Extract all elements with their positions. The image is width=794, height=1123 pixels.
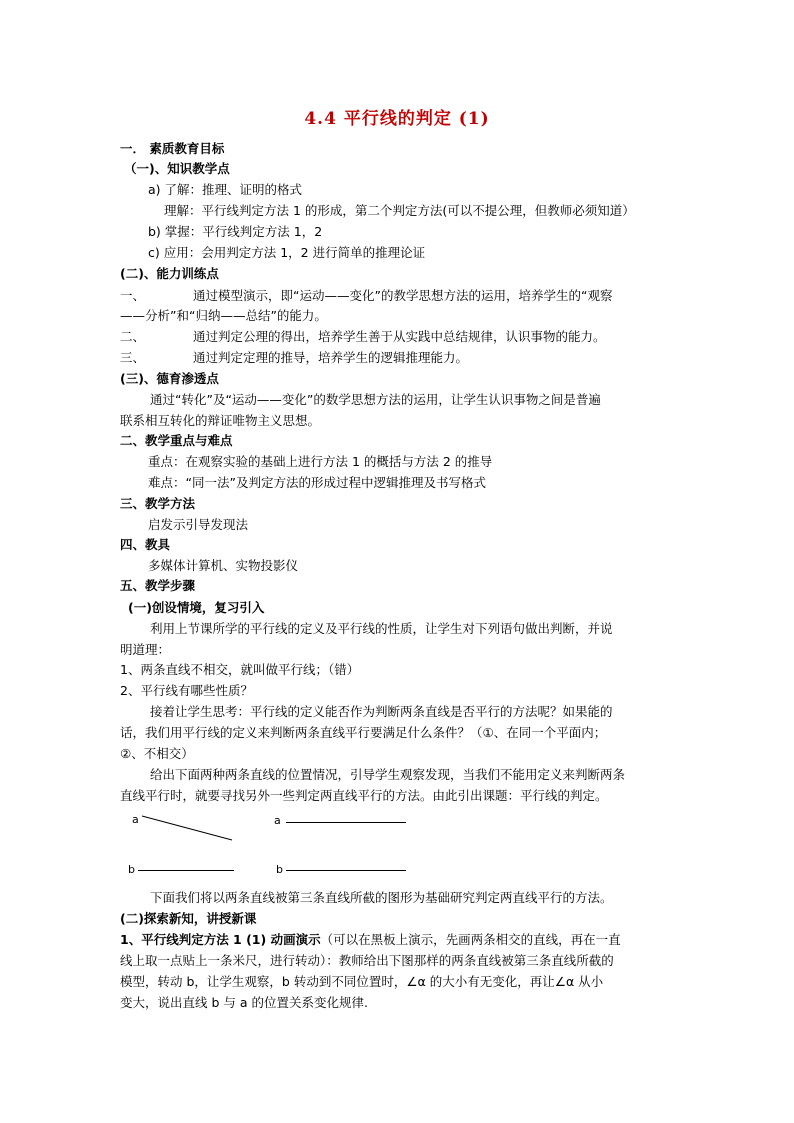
ability-item-2 — [120, 327, 680, 347]
section-4-heading: 四、教具 — [120, 537, 171, 552]
transition-paragraph: 下面我们将以两条直线被第三条直线所截的图形为基础研究判定两直线平行的方法。 — [150, 890, 613, 905]
page-title: 4.4 平行线的判定 (1) — [304, 109, 490, 129]
section-5-heading: 五、教学步骤 — [120, 578, 196, 593]
intro-paragraph-1: 利用上节课所学的平行线的定义及平行线的性质，让学生对下列语句做出判断，并说 — [150, 621, 613, 636]
section-3-heading: 三、教学方法 — [120, 496, 196, 511]
knowledge-point-a: a) 了解：推理、证明的格式 — [148, 182, 303, 197]
moral-points-text: 通过“转化”及“运动——变化”的数学思想方法的运用，让学生认识事物之间是普遍 — [150, 392, 601, 407]
key-point: 重点：在观察实验的基础上进行方法 1 的概括与方法 2 的推导 — [148, 454, 493, 469]
intro-paragraph-2-line-3: ②、不相交） — [120, 746, 194, 761]
left-line-a-label: a — [132, 813, 139, 826]
method-1-text: （可以在黑板上演示，先画两条相交的直线，再在一直 — [320, 932, 621, 947]
ability-item-2-number: 二、 — [120, 329, 146, 344]
right-line-b-label: b — [276, 863, 283, 876]
teaching-method: 启发示引导发现法 — [148, 517, 249, 532]
left-line-b-label: b — [128, 863, 135, 876]
ability-points-heading: (二)、能力训练点 — [120, 266, 219, 281]
moral-points-text-continued: 联系相互转化的辩证唯物主义思想。 — [120, 413, 321, 428]
knowledge-point-b: b) 掌握：平行线判定方法 1，2 — [148, 224, 323, 239]
method-1-title: 1、平行线判定方法 1 (1) 动画演示 — [120, 932, 321, 947]
left-line-b — [138, 870, 234, 871]
method-1-line-4: 变大，说出直线 b 与 a 的位置关系变化规律. — [120, 995, 368, 1010]
knowledge-point-c: c) 应用：会用判定方法 1，2 进行简单的推理论证 — [148, 245, 426, 260]
intro-paragraph-2-line-2: 话，我们用平行线的定义来判断两条直线平行要满足什么条件？（①、在同一个平面内； — [120, 725, 607, 740]
intro-heading: (一)创设情境，复习引入 — [128, 600, 265, 615]
ability-item-1 — [120, 286, 680, 306]
teaching-aids: 多媒体计算机、实物投影仪 — [148, 558, 299, 573]
ability-item-1-continued: ——分析”和“归纳——总结”的能力。 — [120, 308, 327, 323]
question-2: 2、平行线有哪些性质？ — [120, 683, 253, 698]
section-2-heading: 二、教学重点与难点 — [120, 433, 233, 448]
ability-item-3-text: 通过判定定理的推导，培养学生的逻辑推理能力。 — [193, 350, 469, 365]
intro-paragraph-3: 给出下面两种两条直线的位置情况，引导学生观察发现，当我们不能用定义来判断两条 — [150, 767, 626, 782]
knowledge-point-a-detail: 理解：平行线判定方法 1 的形成，第二个判定方法(可以不提公理，但教师必须知道） — [164, 203, 635, 218]
ability-item-3 — [120, 348, 680, 368]
question-1: 1、两条直线不相交，就叫做平行线；（错） — [120, 662, 360, 677]
knowledge-points-heading: （一)、知识教学点 — [124, 161, 230, 176]
ability-item-1-number: 一、 — [120, 288, 146, 303]
moral-points-heading: (三)、德育渗透点 — [120, 371, 219, 386]
intersecting-line-a — [140, 814, 240, 842]
two-lines-figure — [120, 806, 540, 878]
section-1-heading: 一． 素质教育目标 — [120, 141, 225, 156]
method-1-line-2: 线上取一点贴上一条米尺，进行转动）：教师给出下图那样的两条直线被第三条直线所截的 — [120, 953, 614, 968]
parallel-line-b — [286, 870, 406, 871]
parallel-line-a — [286, 822, 406, 823]
intro-paragraph-3-continued: 直线平行时，就要寻找另外一些判定两直线平行的方法。由此引出课题：平行线的判定。 — [120, 788, 608, 803]
difficult-point: 难点：“同一法”及判定方法的形成过程中逻辑推理及书写格式 — [148, 475, 486, 490]
intro-paragraph-2: 接着让学生思考：平行线的定义能否作为判断两条直线是否平行的方法呢？如果能的 — [150, 704, 613, 719]
ability-item-2-text: 通过判定公理的得出，培养学生善于从实践中总结规律，认识事物的能力。 — [193, 329, 606, 344]
ability-item-1-text: 通过模型演示，即“运动——变化”的教学思想方法的运用，培养学生的“观察 — [193, 288, 613, 303]
method-1-line-3: 模型，转动 b，让学生观察，b 转动到不同位置时，∠α 的大小有无变化，再让∠α 从小 — [120, 974, 604, 989]
ability-item-3-number: 三、 — [120, 350, 146, 365]
right-line-a-label: a — [274, 814, 281, 827]
intro-paragraph-1-continued: 明道理： — [120, 642, 171, 657]
method-1-line-1 — [120, 930, 680, 950]
explore-heading: (二)探索新知，讲授新课 — [120, 911, 257, 926]
